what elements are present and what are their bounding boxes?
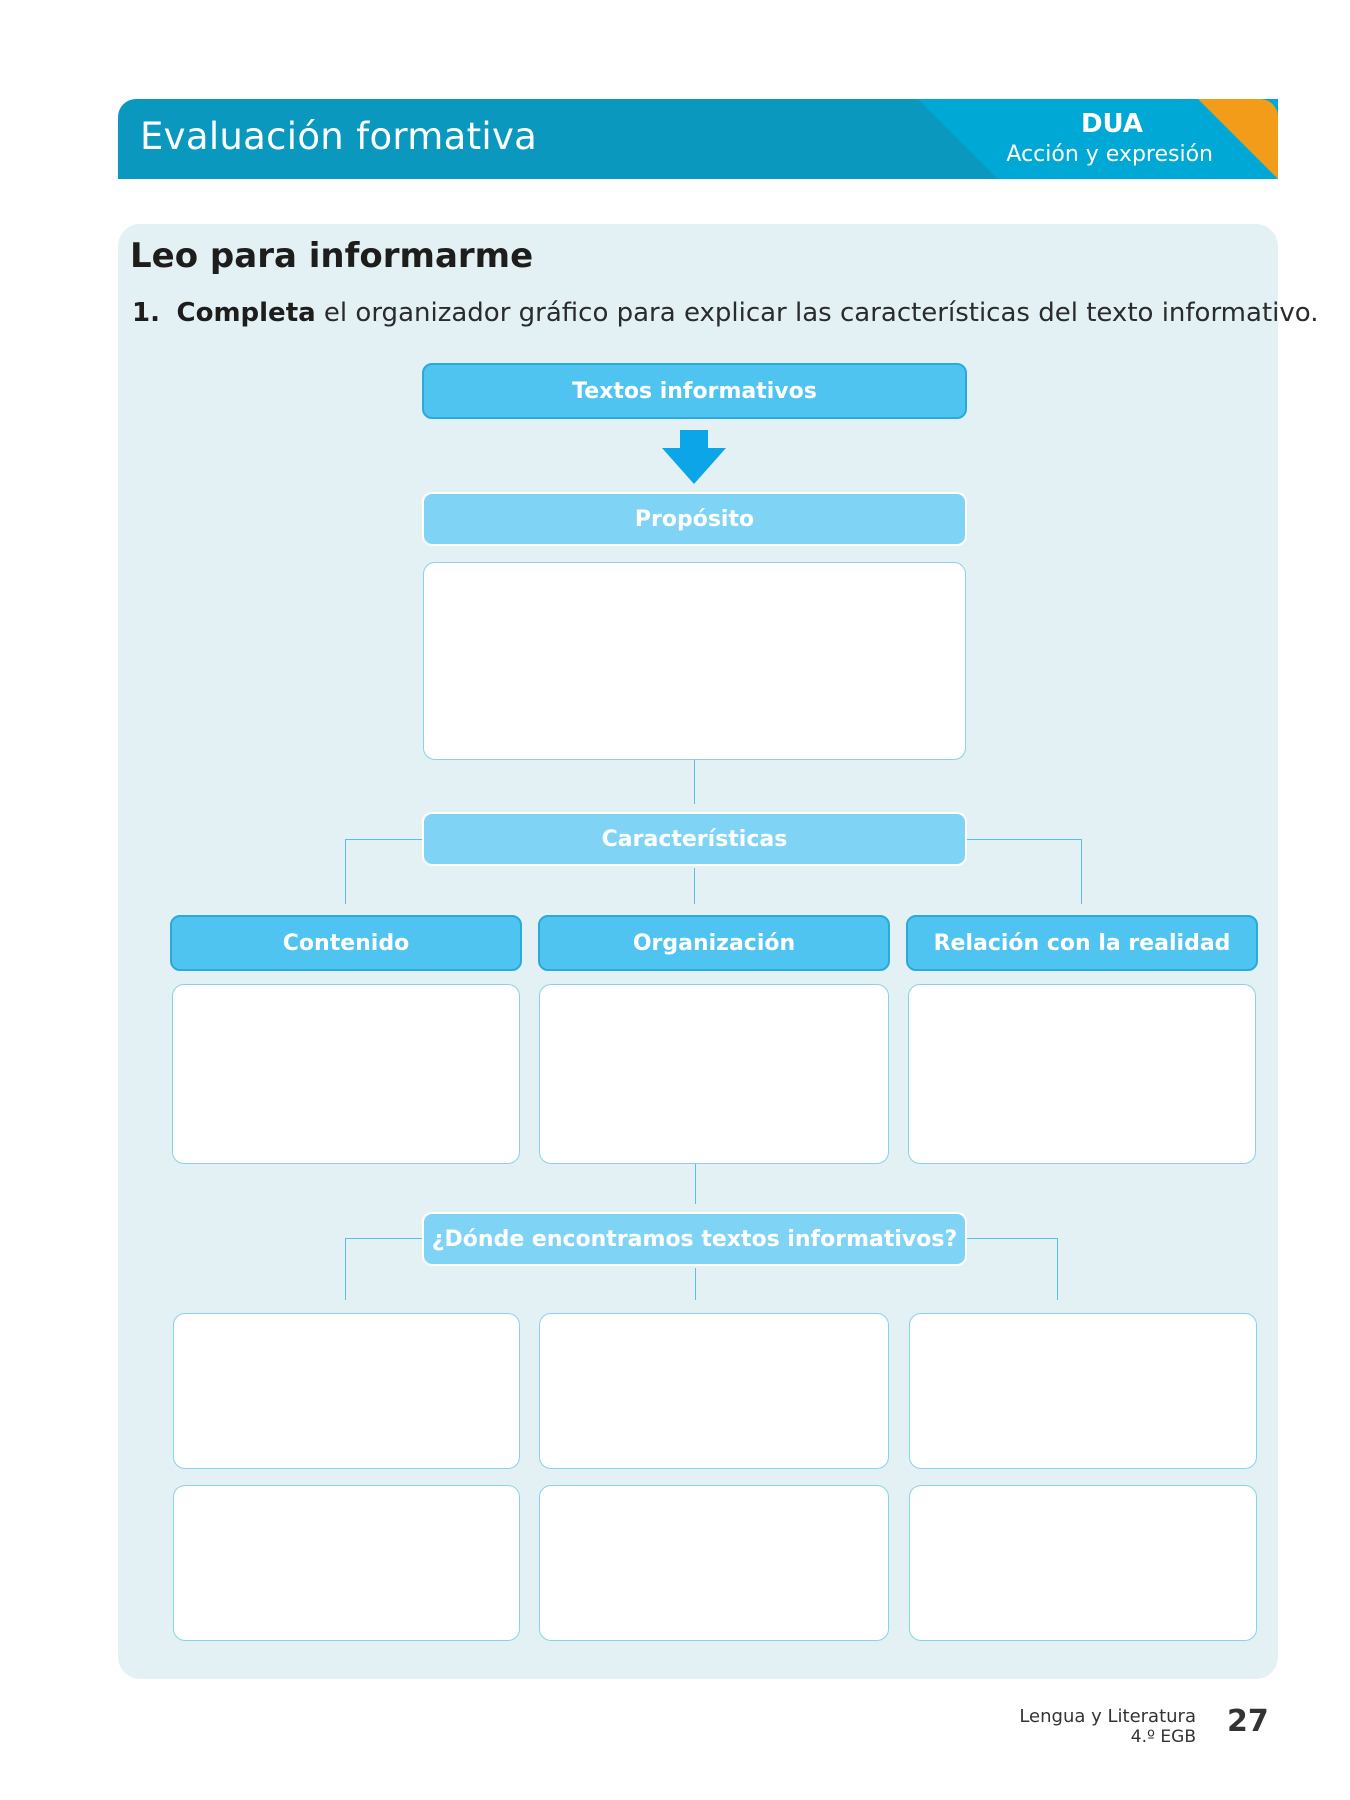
page-title: Evaluación formativa <box>140 115 538 158</box>
dua-subtitle: Acción y expresión <box>1006 142 1213 167</box>
section-title: Leo para informarme <box>130 236 534 276</box>
donde-answer-box[interactable] <box>909 1313 1257 1469</box>
contenido-answer-box[interactable] <box>172 984 520 1164</box>
relacion-answer-box[interactable] <box>908 984 1256 1164</box>
footer-subject: Lengua y Literatura <box>1019 1706 1196 1727</box>
proposito-answer-box[interactable] <box>423 562 966 760</box>
connector-line <box>694 760 695 804</box>
column-header-organizacion: Organización <box>538 915 890 971</box>
donde-label: ¿Dónde encontramos textos informativos? <box>422 1212 967 1266</box>
connector-line <box>967 1238 1058 1239</box>
connector-line <box>694 868 695 904</box>
connector-line <box>345 839 422 840</box>
arrow-down-icon <box>662 430 726 484</box>
connector-line <box>1057 1238 1058 1300</box>
header-banner <box>118 99 1278 179</box>
page-number: 27 <box>1227 1704 1269 1739</box>
instruction-number: 1. <box>132 298 160 328</box>
donde-answer-box[interactable] <box>539 1485 889 1641</box>
proposito-label: Propósito <box>422 492 967 546</box>
dua-label: DUA <box>1080 109 1143 139</box>
organizacion-answer-box[interactable] <box>539 984 889 1164</box>
instruction-text: el organizador gráfico para explicar las características del texto informativo. <box>315 298 1319 328</box>
connector-line <box>345 839 346 904</box>
connector-line <box>967 839 1082 840</box>
instruction <box>132 298 1318 328</box>
connector-line <box>695 1268 696 1300</box>
footer-grade: 4.º EGB <box>1130 1727 1196 1747</box>
donde-answer-box[interactable] <box>909 1485 1257 1641</box>
caracteristicas-label: Características <box>422 812 967 866</box>
column-header-contenido: Contenido <box>170 915 522 971</box>
connector-line <box>695 1164 696 1204</box>
donde-answer-box[interactable] <box>173 1485 520 1641</box>
donde-answer-box[interactable] <box>173 1313 520 1469</box>
donde-answer-box[interactable] <box>539 1313 889 1469</box>
connector-line <box>1081 839 1082 904</box>
instruction-bold: Completa <box>176 298 316 328</box>
connector-line <box>345 1238 422 1239</box>
connector-line <box>345 1238 346 1300</box>
textos-informativos-header: Textos informativos <box>422 363 967 419</box>
column-header-relacion: Relación con la realidad <box>906 915 1258 971</box>
